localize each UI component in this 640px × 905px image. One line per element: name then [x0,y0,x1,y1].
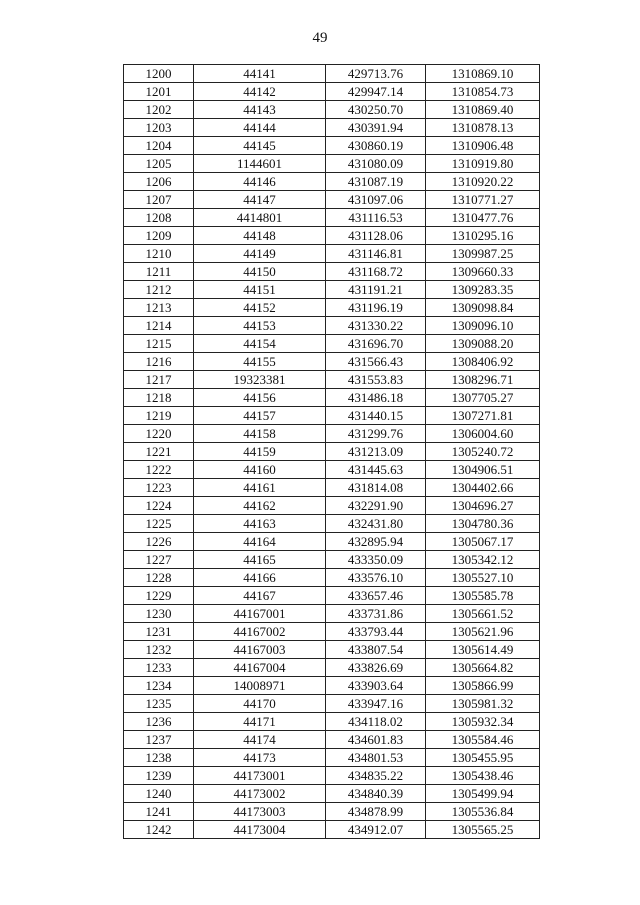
point-code-cell: 44171 [194,713,326,731]
x-coordinate-cell: 431196.19 [326,299,426,317]
row-index-cell: 1237 [124,731,194,749]
row-index-cell: 1209 [124,227,194,245]
y-coordinate-cell: 1309088.20 [426,335,540,353]
x-coordinate-cell: 432895.94 [326,533,426,551]
table-row [124,749,540,767]
point-code-cell: 44141 [194,65,326,83]
row-index-cell: 1239 [124,767,194,785]
x-coordinate-cell: 434912.07 [326,821,426,839]
x-coordinate-cell: 433731.86 [326,605,426,623]
point-code-cell: 44158 [194,425,326,443]
point-code-cell: 44173002 [194,785,326,803]
row-index-cell: 1203 [124,119,194,137]
row-index-cell: 1235 [124,695,194,713]
table-row [124,209,540,227]
point-code-cell: 44144 [194,119,326,137]
table-row [124,731,540,749]
table-row [124,515,540,533]
x-coordinate-cell: 433826.69 [326,659,426,677]
y-coordinate-cell: 1310878.13 [426,119,540,137]
row-index-cell: 1232 [124,641,194,659]
x-coordinate-cell: 431080.09 [326,155,426,173]
x-coordinate-cell: 433947.16 [326,695,426,713]
point-code-cell: 44153 [194,317,326,335]
table-row [124,659,540,677]
point-code-cell: 44173 [194,749,326,767]
table-row [124,587,540,605]
x-coordinate-cell: 434878.99 [326,803,426,821]
point-code-cell: 44163 [194,515,326,533]
x-coordinate-cell: 434840.39 [326,785,426,803]
row-index-cell: 1202 [124,101,194,119]
x-coordinate-cell: 431553.83 [326,371,426,389]
table-row [124,65,540,83]
point-code-cell: 4414801 [194,209,326,227]
y-coordinate-cell: 1307271.81 [426,407,540,425]
y-coordinate-cell: 1310854.73 [426,83,540,101]
y-coordinate-cell: 1309660.33 [426,263,540,281]
point-code-cell: 44162 [194,497,326,515]
x-coordinate-cell: 431116.53 [326,209,426,227]
table-row [124,533,540,551]
x-coordinate-cell: 432431.80 [326,515,426,533]
x-coordinate-cell: 433350.09 [326,551,426,569]
y-coordinate-cell: 1304906.51 [426,461,540,479]
y-coordinate-cell: 1305536.84 [426,803,540,821]
table-row [124,497,540,515]
row-index-cell: 1242 [124,821,194,839]
point-code-cell: 44164 [194,533,326,551]
table-row [124,263,540,281]
table-row [124,623,540,641]
y-coordinate-cell: 1310906.48 [426,137,540,155]
point-code-cell: 44167002 [194,623,326,641]
y-coordinate-cell: 1307705.27 [426,389,540,407]
y-coordinate-cell: 1305614.49 [426,641,540,659]
y-coordinate-cell: 1305565.25 [426,821,540,839]
table-row [124,605,540,623]
point-code-cell: 44157 [194,407,326,425]
point-code-cell: 14008971 [194,677,326,695]
table-body [124,65,540,839]
x-coordinate-cell: 434118.02 [326,713,426,731]
table-row [124,443,540,461]
y-coordinate-cell: 1309283.35 [426,281,540,299]
row-index-cell: 1215 [124,335,194,353]
point-code-cell: 44152 [194,299,326,317]
table-row [124,371,540,389]
table-row [124,191,540,209]
point-code-cell: 44149 [194,245,326,263]
row-index-cell: 1228 [124,569,194,587]
y-coordinate-cell: 1304402.66 [426,479,540,497]
row-index-cell: 1222 [124,461,194,479]
point-code-cell: 44148 [194,227,326,245]
y-coordinate-cell: 1305342.12 [426,551,540,569]
point-code-cell: 44167001 [194,605,326,623]
row-index-cell: 1205 [124,155,194,173]
point-code-cell: 44167004 [194,659,326,677]
y-coordinate-cell: 1304780.36 [426,515,540,533]
row-index-cell: 1227 [124,551,194,569]
point-code-cell: 44154 [194,335,326,353]
y-coordinate-cell: 1305240.72 [426,443,540,461]
y-coordinate-cell: 1310295.16 [426,227,540,245]
y-coordinate-cell: 1310869.40 [426,101,540,119]
x-coordinate-cell: 431696.70 [326,335,426,353]
table-row [124,281,540,299]
table-row [124,227,540,245]
point-code-cell: 44150 [194,263,326,281]
table-row [124,389,540,407]
point-code-cell: 44161 [194,479,326,497]
x-coordinate-cell: 434601.83 [326,731,426,749]
row-index-cell: 1234 [124,677,194,695]
point-code-cell: 44167 [194,587,326,605]
table-row [124,803,540,821]
y-coordinate-cell: 1305621.96 [426,623,540,641]
row-index-cell: 1218 [124,389,194,407]
x-coordinate-cell: 431128.06 [326,227,426,245]
point-code-cell: 44147 [194,191,326,209]
row-index-cell: 1212 [124,281,194,299]
row-index-cell: 1238 [124,749,194,767]
y-coordinate-cell: 1309987.25 [426,245,540,263]
y-coordinate-cell: 1305981.32 [426,695,540,713]
row-index-cell: 1226 [124,533,194,551]
x-coordinate-cell: 431213.09 [326,443,426,461]
x-coordinate-cell: 431486.18 [326,389,426,407]
x-coordinate-cell: 432291.90 [326,497,426,515]
y-coordinate-cell: 1305455.95 [426,749,540,767]
y-coordinate-cell: 1310920.22 [426,173,540,191]
row-index-cell: 1208 [124,209,194,227]
point-code-cell: 44156 [194,389,326,407]
table-row [124,83,540,101]
table-row [124,353,540,371]
page-number: 49 [312,30,328,46]
table-row [124,317,540,335]
point-code-cell: 44155 [194,353,326,371]
table-row [124,461,540,479]
x-coordinate-cell: 430250.70 [326,101,426,119]
point-code-cell: 44174 [194,731,326,749]
y-coordinate-cell: 1305866.99 [426,677,540,695]
x-coordinate-cell: 433903.64 [326,677,426,695]
row-index-cell: 1220 [124,425,194,443]
y-coordinate-cell: 1310477.76 [426,209,540,227]
y-coordinate-cell: 1305438.46 [426,767,540,785]
point-code-cell: 1144601 [194,155,326,173]
row-index-cell: 1204 [124,137,194,155]
row-index-cell: 1229 [124,587,194,605]
coordinates-table [123,64,540,839]
table-row [124,569,540,587]
x-coordinate-cell: 434835.22 [326,767,426,785]
y-coordinate-cell: 1305664.82 [426,659,540,677]
row-index-cell: 1217 [124,371,194,389]
y-coordinate-cell: 1305067.17 [426,533,540,551]
table-row [124,551,540,569]
row-index-cell: 1225 [124,515,194,533]
x-coordinate-cell: 431191.21 [326,281,426,299]
x-coordinate-cell: 431440.15 [326,407,426,425]
row-index-cell: 1200 [124,65,194,83]
y-coordinate-cell: 1310919.80 [426,155,540,173]
table-row [124,119,540,137]
row-index-cell: 1207 [124,191,194,209]
row-index-cell: 1201 [124,83,194,101]
x-coordinate-cell: 431087.19 [326,173,426,191]
y-coordinate-cell: 1306004.60 [426,425,540,443]
point-code-cell: 44142 [194,83,326,101]
row-index-cell: 1221 [124,443,194,461]
table-row [124,407,540,425]
x-coordinate-cell: 430391.94 [326,119,426,137]
row-index-cell: 1223 [124,479,194,497]
table-row [124,173,540,191]
x-coordinate-cell: 431168.72 [326,263,426,281]
table-row [124,785,540,803]
table-row [124,641,540,659]
y-coordinate-cell: 1308406.92 [426,353,540,371]
point-code-cell: 44173004 [194,821,326,839]
row-index-cell: 1214 [124,317,194,335]
y-coordinate-cell: 1310869.10 [426,65,540,83]
table-row [124,821,540,839]
x-coordinate-cell: 433807.54 [326,641,426,659]
row-index-cell: 1240 [124,785,194,803]
x-coordinate-cell: 431814.08 [326,479,426,497]
table-row [124,137,540,155]
point-code-cell: 44160 [194,461,326,479]
y-coordinate-cell: 1305499.94 [426,785,540,803]
row-index-cell: 1210 [124,245,194,263]
row-index-cell: 1216 [124,353,194,371]
y-coordinate-cell: 1305585.78 [426,587,540,605]
x-coordinate-cell: 429713.76 [326,65,426,83]
row-index-cell: 1211 [124,263,194,281]
y-coordinate-cell: 1310771.27 [426,191,540,209]
row-index-cell: 1241 [124,803,194,821]
y-coordinate-cell: 1305932.34 [426,713,540,731]
row-index-cell: 1231 [124,623,194,641]
table-row [124,245,540,263]
y-coordinate-cell: 1305584.46 [426,731,540,749]
point-code-cell: 44151 [194,281,326,299]
point-code-cell: 19323381 [194,371,326,389]
x-coordinate-cell: 430860.19 [326,137,426,155]
table-row [124,695,540,713]
x-coordinate-cell: 431566.43 [326,353,426,371]
y-coordinate-cell: 1309096.10 [426,317,540,335]
point-code-cell: 44173003 [194,803,326,821]
x-coordinate-cell: 431146.81 [326,245,426,263]
y-coordinate-cell: 1305661.52 [426,605,540,623]
table-row [124,479,540,497]
y-coordinate-cell: 1304696.27 [426,497,540,515]
row-index-cell: 1206 [124,173,194,191]
table-row [124,299,540,317]
point-code-cell: 44143 [194,101,326,119]
row-index-cell: 1213 [124,299,194,317]
x-coordinate-cell: 433657.46 [326,587,426,605]
x-coordinate-cell: 431097.06 [326,191,426,209]
x-coordinate-cell: 431330.22 [326,317,426,335]
table-row [124,767,540,785]
x-coordinate-cell: 429947.14 [326,83,426,101]
table-row [124,155,540,173]
y-coordinate-cell: 1305527.10 [426,569,540,587]
table-row [124,425,540,443]
table-row [124,101,540,119]
row-index-cell: 1224 [124,497,194,515]
point-code-cell: 44159 [194,443,326,461]
row-index-cell: 1219 [124,407,194,425]
y-coordinate-cell: 1309098.84 [426,299,540,317]
point-code-cell: 44145 [194,137,326,155]
point-code-cell: 44165 [194,551,326,569]
point-code-cell: 44146 [194,173,326,191]
table-row [124,335,540,353]
point-code-cell: 44173001 [194,767,326,785]
table-row [124,713,540,731]
point-code-cell: 44167003 [194,641,326,659]
row-index-cell: 1233 [124,659,194,677]
row-index-cell: 1236 [124,713,194,731]
x-coordinate-cell: 433576.10 [326,569,426,587]
row-index-cell: 1230 [124,605,194,623]
point-code-cell: 44170 [194,695,326,713]
y-coordinate-cell: 1308296.71 [426,371,540,389]
x-coordinate-cell: 431299.76 [326,425,426,443]
table-row [124,677,540,695]
x-coordinate-cell: 434801.53 [326,749,426,767]
x-coordinate-cell: 433793.44 [326,623,426,641]
point-code-cell: 44166 [194,569,326,587]
x-coordinate-cell: 431445.63 [326,461,426,479]
